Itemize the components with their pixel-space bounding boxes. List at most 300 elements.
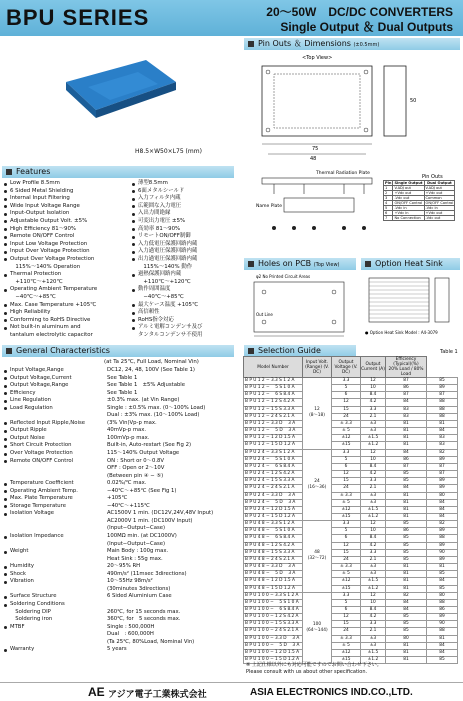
pin-header: Dual Output xyxy=(424,181,455,186)
feature-item: 最大ケース温度 +105℃ xyxy=(132,302,202,310)
bullet-icon xyxy=(4,566,7,569)
features-list-en xyxy=(4,180,97,339)
general-row xyxy=(4,488,240,496)
general-value: AC1500V 1 min. (DC12V,24V,48V Input) xyxy=(107,510,214,517)
general-row xyxy=(4,639,240,647)
general-label: Isolation Impedance xyxy=(10,533,64,540)
value-cell: 81 xyxy=(386,564,427,571)
table-row xyxy=(244,485,458,492)
table-row xyxy=(244,478,458,485)
model-cell: B P U 1 0 0 − 5 D 3 A xyxy=(244,642,303,649)
heatsink-drawing xyxy=(361,272,460,342)
table-row xyxy=(244,521,458,528)
value-cell: 3.3 xyxy=(332,449,361,456)
value-cell: 81 xyxy=(386,513,427,520)
general-value: Single : 500,000H xyxy=(107,623,155,630)
value-cell: 84 xyxy=(427,649,458,656)
general-value: 100mVp-p max. xyxy=(107,434,150,441)
value-cell: 90 xyxy=(427,549,458,556)
value-cell: ±12 xyxy=(332,506,361,513)
model-cell: B P U 2 4 − 3.3 D 3 A xyxy=(244,492,303,499)
value-cell: 84 xyxy=(427,428,458,435)
general-row xyxy=(4,578,240,586)
general-row xyxy=(4,465,240,473)
model-cell: B P U 1 2 − 5 D 3 A xyxy=(244,428,303,435)
model-cell: B P U 1 0 0 − 1 2 S 4.2 A xyxy=(244,614,303,621)
value-cell: 6 xyxy=(332,607,361,614)
value-cell: ±15 xyxy=(332,442,361,449)
general-value: (30minutes 3directions) xyxy=(107,585,171,592)
model-cell: B P U 1 0 0 − 5 S 1 0 A xyxy=(244,599,303,606)
general-label: Short Circuit Protection xyxy=(10,442,72,449)
general-label: Isolation Voltage xyxy=(10,510,54,517)
general-value: ±0.3% max. (at Vin Range) xyxy=(107,397,180,404)
pin-cell: ON/OFF Control xyxy=(394,201,423,205)
general-value: Dual : ±3% max. (10～100% Load) xyxy=(107,412,200,419)
value-cell: 12 xyxy=(361,449,386,456)
bullet-icon xyxy=(4,649,7,652)
pin-cell: 3 xyxy=(384,196,393,201)
pin-header: Pin xyxy=(385,181,392,185)
general-value: −40℃～+115℃ xyxy=(107,502,150,509)
header-line-1: 20～50W DC/DC CONVERTERS xyxy=(266,5,453,19)
pin-cell: 6 xyxy=(384,211,393,216)
general-label: Soldering DIP xyxy=(10,608,51,615)
pin-cell: -Vdc in xyxy=(393,206,424,211)
general-row xyxy=(4,390,240,398)
value-cell: 88 xyxy=(427,599,458,606)
value-cell: 84 xyxy=(427,513,458,520)
model-cell: B P U 4 8 − 1 5 D 1.2 A xyxy=(244,585,303,592)
model-cell: B P U 1 2 − 1 2 D 1.5 A xyxy=(244,435,303,442)
pin-cell: +Vdc out xyxy=(424,191,455,196)
value-cell: 88 xyxy=(427,628,458,635)
feature-item: Input Over Voltage Protection xyxy=(4,248,97,256)
feature-item: Low Profile 8.5mm xyxy=(4,180,97,188)
feature-item: Input Low Voltage Protection xyxy=(4,241,97,249)
model-cell: B P U 1 0 0 − 2 4 S 2.1 A xyxy=(244,628,303,635)
general-value: 490m/s² (11msec 3directions) xyxy=(107,570,187,577)
value-cell: 81 xyxy=(386,642,427,649)
general-value: +105℃ xyxy=(107,495,128,502)
section-selection: Selection Guide xyxy=(244,345,356,357)
bullet-icon xyxy=(4,483,7,486)
model-cell: B P U 2 4 − 1 2 D 1.5 A xyxy=(244,506,303,513)
svg-text:Out Line: Out Line xyxy=(256,312,273,317)
model-cell: B P U 2 4 − 1 5 D 1.2 A xyxy=(244,513,303,520)
general-row xyxy=(4,631,240,639)
general-value: 6 Sided Aluminium Case xyxy=(107,593,172,600)
model-cell: B P U 1 2 − 2 4 S 2.1 A xyxy=(244,413,303,420)
value-cell: 85 xyxy=(386,521,427,528)
col-model: Model Number xyxy=(244,357,303,378)
svg-text:Name Plate: Name Plate xyxy=(256,204,282,209)
value-cell: 90 xyxy=(427,621,458,628)
value-cell: 12 xyxy=(332,471,361,478)
value-cell: 85 xyxy=(386,549,427,556)
general-value: See Table 1 xyxy=(107,389,138,396)
value-cell: 88 xyxy=(427,535,458,542)
value-cell: 2.1 xyxy=(361,556,386,563)
value-cell: 3.3 xyxy=(361,478,386,485)
feature-item: 入力過電圧保護回路内蔵 xyxy=(132,248,202,256)
general-value: Dual : 600,000H xyxy=(107,631,154,638)
value-cell: 80 xyxy=(386,635,427,642)
model-cell: B P U 4 8 − 2 4 S 2.1 A xyxy=(244,556,303,563)
pin-cell: V.ADJ out xyxy=(424,186,455,191)
model-cell: B P U 4 8 − 3.3 D 3 A xyxy=(244,564,303,571)
general-row xyxy=(4,541,240,549)
bullet-icon xyxy=(4,422,7,425)
section-holes: Holes on PCB (Top View) xyxy=(244,258,356,270)
input-cell: 12 (8〜18) xyxy=(303,378,332,450)
bullet-icon xyxy=(4,453,7,456)
model-cell: B P U 1 0 0 − 6 S 8.4 A xyxy=(244,607,303,614)
model-cell: B P U 2 4 − 5 D 3 A xyxy=(244,499,303,506)
general-label: MTBF xyxy=(10,623,25,630)
value-cell: ±3 xyxy=(361,420,386,427)
col-output-v: Output Voltage (V. DC) xyxy=(332,357,361,378)
value-cell: 3.3 xyxy=(332,521,361,528)
table-row xyxy=(244,449,458,456)
feature-item: 高信頼性 xyxy=(132,309,202,317)
value-cell: 85 xyxy=(386,628,427,635)
svg-text:Pin Outs: Pin Outs xyxy=(422,174,443,180)
value-cell: 83 xyxy=(427,435,458,442)
value-cell: 85 xyxy=(386,542,427,549)
feature-item: 過熱保護回路内蔵 +110℃～+120℃ xyxy=(132,271,202,286)
value-cell: 24 xyxy=(332,413,361,420)
table-row xyxy=(244,564,458,571)
general-row xyxy=(4,382,240,390)
table-row xyxy=(244,392,458,399)
input-cell: 24 (16〜36) xyxy=(303,449,332,521)
value-cell: 81 xyxy=(386,571,427,578)
general-label: Humidity xyxy=(10,563,35,570)
input-cell: 48 (32〜72) xyxy=(303,521,332,593)
value-cell: 89 xyxy=(427,542,458,549)
bullet-icon xyxy=(4,400,7,403)
value-cell: 10 xyxy=(361,456,386,463)
bullet-icon xyxy=(4,377,7,380)
feature-item: 出力過電圧保護回路内蔵 115%～140% 動作 xyxy=(132,256,202,271)
input-cell: 100 (64〜144) xyxy=(303,592,332,664)
general-label: Surface Structure xyxy=(10,593,57,600)
value-cell: ±12 xyxy=(332,649,361,656)
value-cell: ±3 xyxy=(361,499,386,506)
value-cell: 81 xyxy=(386,435,427,442)
general-value: 100MΩ min. (at DC1000V) xyxy=(107,533,177,540)
value-cell: 84 xyxy=(427,642,458,649)
model-cell: B P U 1 2 − 3.3 D 3 A xyxy=(244,420,303,427)
value-cell: 85 xyxy=(386,614,427,621)
table-row xyxy=(244,642,458,649)
svg-text:48: 48 xyxy=(310,156,317,162)
table-row xyxy=(244,513,458,520)
bullet-icon xyxy=(4,505,7,508)
feature-item: Max. Case Temperature +105℃ xyxy=(4,302,97,310)
value-cell: 3.3 xyxy=(361,621,386,628)
selection-notes: ※ 上記仕様以外にも対応可能ですのでお問い合わせ下さい。 Please consult with us about other specification. xyxy=(246,662,382,675)
model-cell: B P U 1 2 − 3.3 S 1 2 A xyxy=(244,378,303,385)
value-cell: 3.3 xyxy=(361,406,386,413)
pin-cell: 7 xyxy=(384,216,393,221)
general-label: Remote ON/OFF Control xyxy=(10,457,74,464)
value-cell: ±1.5 xyxy=(361,506,386,513)
table-row xyxy=(244,428,458,435)
general-value: 260℃, for 15 seconds max. xyxy=(107,608,181,615)
general-label: Vibration xyxy=(10,578,34,585)
value-cell: 85 xyxy=(386,621,427,628)
pin-cell: 2 xyxy=(384,191,393,196)
value-cell: 89 xyxy=(427,385,458,392)
feature-item: Conforming to RoHS Directive xyxy=(4,317,97,325)
feature-item: 広範囲な入力電圧 xyxy=(132,203,202,211)
value-cell: 89 xyxy=(427,485,458,492)
table-row xyxy=(244,585,458,592)
value-cell: 8.4 xyxy=(361,607,386,614)
value-cell: 81 xyxy=(386,420,427,427)
general-value: (3% Vin)Vp-p max. xyxy=(107,419,157,426)
selection-table xyxy=(243,356,458,664)
feature-item: 6面メタルシールド xyxy=(132,188,202,196)
general-label: Output Voltage,Range xyxy=(10,382,69,389)
value-cell: 15 xyxy=(332,621,361,628)
bullet-icon xyxy=(4,498,7,501)
value-cell: 85 xyxy=(386,535,427,542)
value-cell: 85 xyxy=(386,556,427,563)
value-cell: 82 xyxy=(427,449,458,456)
value-cell: ± 5 xyxy=(332,499,361,506)
value-cell: 81 xyxy=(386,506,427,513)
value-cell: 81 xyxy=(386,585,427,592)
value-cell: ± 3.3 xyxy=(332,420,361,427)
section-features: Features xyxy=(2,166,234,178)
general-row xyxy=(4,420,240,428)
bullet-icon xyxy=(4,392,7,395)
pin-cell: -Vdc out xyxy=(424,216,455,221)
table-row xyxy=(244,571,458,578)
general-row xyxy=(4,442,240,450)
value-cell: 5 xyxy=(332,528,361,535)
table-row xyxy=(244,542,458,549)
general-label: Load Regulation xyxy=(10,404,53,411)
value-cell: ± 3.3 xyxy=(332,564,361,571)
value-cell: 6 xyxy=(332,535,361,542)
value-cell: 10 xyxy=(361,528,386,535)
general-row xyxy=(4,405,240,413)
value-cell: ±1.2 xyxy=(361,585,386,592)
general-row xyxy=(4,510,240,518)
value-cell: ±12 xyxy=(332,578,361,585)
value-cell: 81 xyxy=(427,564,458,571)
feature-item: 可変出力電圧 ±5% xyxy=(132,218,202,226)
general-value: Built-in, Auto-restart (See Fig 2) xyxy=(107,442,192,449)
model-cell: B P U 2 4 − 3.3 S 1 2 A xyxy=(244,449,303,456)
pin-out-table xyxy=(383,180,455,221)
value-cell: ±1.2 xyxy=(361,442,386,449)
value-cell: 85 xyxy=(427,585,458,592)
model-cell: B P U 4 8 − 1 2 D 1.5 A xyxy=(244,578,303,585)
value-cell: ± 5 xyxy=(332,642,361,649)
value-cell: 24 xyxy=(332,556,361,563)
table-row xyxy=(244,528,458,535)
value-cell: 10 xyxy=(361,385,386,392)
feature-item: RoHS指令対応 xyxy=(132,317,202,325)
value-cell: 80 xyxy=(427,492,458,499)
value-cell: 86 xyxy=(386,385,427,392)
table-row xyxy=(244,635,458,642)
table-row xyxy=(244,413,458,420)
table-row xyxy=(244,471,458,478)
value-cell: 88 xyxy=(427,413,458,420)
table-row xyxy=(244,549,458,556)
svg-text:φ2 No Printed Circuit Areas: φ2 No Printed Circuit Areas xyxy=(256,274,311,279)
pin-cell: -Vdc in xyxy=(424,206,455,211)
general-value: ON : Short or 0～0.8V xyxy=(107,457,164,464)
value-cell: 81 xyxy=(386,578,427,585)
general-row xyxy=(4,593,240,601)
general-conditions: (at Ta 25℃, Full Load, Nominal Vin) xyxy=(104,359,199,365)
value-cell: 12 xyxy=(361,592,386,599)
feature-item: High Reliability xyxy=(4,309,97,317)
table-row xyxy=(244,492,458,499)
general-row xyxy=(4,367,240,375)
company-logo: AE xyxy=(88,685,105,699)
general-row xyxy=(4,435,240,443)
general-row xyxy=(4,495,240,503)
value-cell: 81 xyxy=(386,649,427,656)
table-row xyxy=(244,399,458,406)
company-name-en: ASIA ELECTRONICS IND.CO.,LTD. xyxy=(250,687,413,698)
bullet-icon xyxy=(4,513,7,516)
value-cell: ± 3.3 xyxy=(332,635,361,642)
general-value: 115～140% Output Voltage xyxy=(107,450,180,457)
bullet-icon xyxy=(4,430,7,433)
value-cell: 8.4 xyxy=(361,535,386,542)
general-row xyxy=(4,556,240,564)
general-row xyxy=(4,375,240,383)
table-row xyxy=(244,607,458,614)
general-label: Output Noise xyxy=(10,434,45,441)
col-output-a: Output Current (A) xyxy=(361,357,386,378)
value-cell: ±3 xyxy=(361,571,386,578)
value-cell: 2.1 xyxy=(361,413,386,420)
bullet-icon xyxy=(4,551,7,554)
pin-cell: No Connection xyxy=(393,216,424,221)
table-row xyxy=(244,556,458,563)
feature-item: 6 Sided Metal Shielding xyxy=(4,188,97,196)
section-heatsink: Option Heat Sink xyxy=(361,258,460,270)
value-cell: 15 xyxy=(332,406,361,413)
value-cell: 81 xyxy=(386,428,427,435)
model-cell: B P U 4 8 − 1 2 S 4.2 A xyxy=(244,542,303,549)
value-cell: 89 xyxy=(427,614,458,621)
general-row xyxy=(4,518,240,526)
model-cell: B P U 1 2 − 6 S 8.4 A xyxy=(244,392,303,399)
general-value: DC12, 24, 48, 100V (See Table 1) xyxy=(107,367,195,373)
value-cell: 81 xyxy=(386,657,427,664)
model-cell: B P U 1 2 − 1 5 S 3.3 A xyxy=(244,406,303,413)
model-cell: B P U 1 2 − 5 S 1 0 A xyxy=(244,385,303,392)
general-label: Storage Temperature xyxy=(10,502,66,509)
value-cell: 85 xyxy=(427,657,458,664)
general-row xyxy=(4,609,240,617)
value-cell: 87 xyxy=(386,463,427,470)
general-value: 5 years xyxy=(107,646,127,653)
model-cell: B P U 1 2 − 1 2 S 4.2 A xyxy=(244,399,303,406)
table-row xyxy=(244,578,458,585)
feature-item: 入力フィルタ内蔵 xyxy=(132,195,202,203)
svg-text:Thermal Radiation Plate: Thermal Radiation Plate xyxy=(316,171,370,176)
general-label: Weight xyxy=(10,548,29,555)
pin-cell: ON/OFF Control xyxy=(425,201,454,205)
value-cell: ±12 xyxy=(332,435,361,442)
feature-item: Thermal Protection +110℃～+120℃ xyxy=(4,271,97,286)
model-cell: B P U 2 4 − 5 S 1 0 A xyxy=(244,456,303,463)
model-cell: B P U 2 4 − 2 4 S 2.1 A xyxy=(244,485,303,492)
product-photo xyxy=(58,52,180,122)
value-cell: 81 xyxy=(386,499,427,506)
general-value: 360℃, for 5 seconds max. xyxy=(107,616,181,623)
pcb-holes-drawing xyxy=(244,272,356,342)
bullet-icon xyxy=(4,460,7,463)
value-cell: 12 xyxy=(361,378,386,385)
general-value: (Ta 25℃, 80%Load, Nominal Vin) xyxy=(107,638,195,645)
general-value: 10～55Hz 98m/s² xyxy=(107,578,153,585)
value-cell: ±1.2 xyxy=(361,513,386,520)
value-cell: 2.1 xyxy=(361,628,386,635)
value-cell: 81 xyxy=(427,635,458,642)
general-value: 20～95% RH xyxy=(107,563,141,570)
general-row xyxy=(4,548,240,556)
general-row xyxy=(4,525,240,533)
svg-text:<Top View>: <Top View> xyxy=(302,55,333,61)
value-cell: ± 5 xyxy=(332,571,361,578)
general-value: (Between pin ④ − ⑤) xyxy=(107,472,164,479)
footer xyxy=(0,682,463,701)
model-cell: B P U 4 8 − 5 S 1 0 A xyxy=(244,528,303,535)
value-cell: 84 xyxy=(386,607,427,614)
feature-item: 薄型8.5mm xyxy=(132,180,202,188)
general-label: Efficiency xyxy=(10,389,36,396)
model-cell: B P U 4 8 − 5 D 3 A xyxy=(244,571,303,578)
table-row xyxy=(244,456,458,463)
feature-item: Internal Input Filtering xyxy=(4,195,97,203)
bullet-icon xyxy=(4,573,7,576)
value-cell: 8.4 xyxy=(361,392,386,399)
value-cell: ±1.5 xyxy=(361,649,386,656)
value-cell: 2.1 xyxy=(361,485,386,492)
value-cell: 85 xyxy=(386,471,427,478)
col-efficiency: Efficiency (Typical)(%) 20% Load / 80% Load xyxy=(386,357,427,378)
value-cell: 12 xyxy=(332,542,361,549)
model-cell: B P U 1 0 0 − 3.3 S 1 2 A xyxy=(244,592,303,599)
general-row xyxy=(4,503,240,511)
section-pinouts: Pin Outs ＆ Dimensions (±0.5mm) xyxy=(244,38,460,50)
general-label: Soldering iron xyxy=(10,616,53,623)
value-cell: ±1.2 xyxy=(361,657,386,664)
feature-item: Not built-in aluminum and tantalum electrolytic capacitor xyxy=(4,324,97,339)
feature-item: 高効率 81～90% xyxy=(132,226,202,234)
general-row xyxy=(4,412,240,420)
bullet-icon xyxy=(4,407,7,410)
value-cell: 4.2 xyxy=(361,399,386,406)
table-row xyxy=(244,649,458,656)
value-cell: ±15 xyxy=(332,657,361,664)
value-cell: 5 xyxy=(332,599,361,606)
general-label: Over Voltage Protection xyxy=(10,450,73,457)
